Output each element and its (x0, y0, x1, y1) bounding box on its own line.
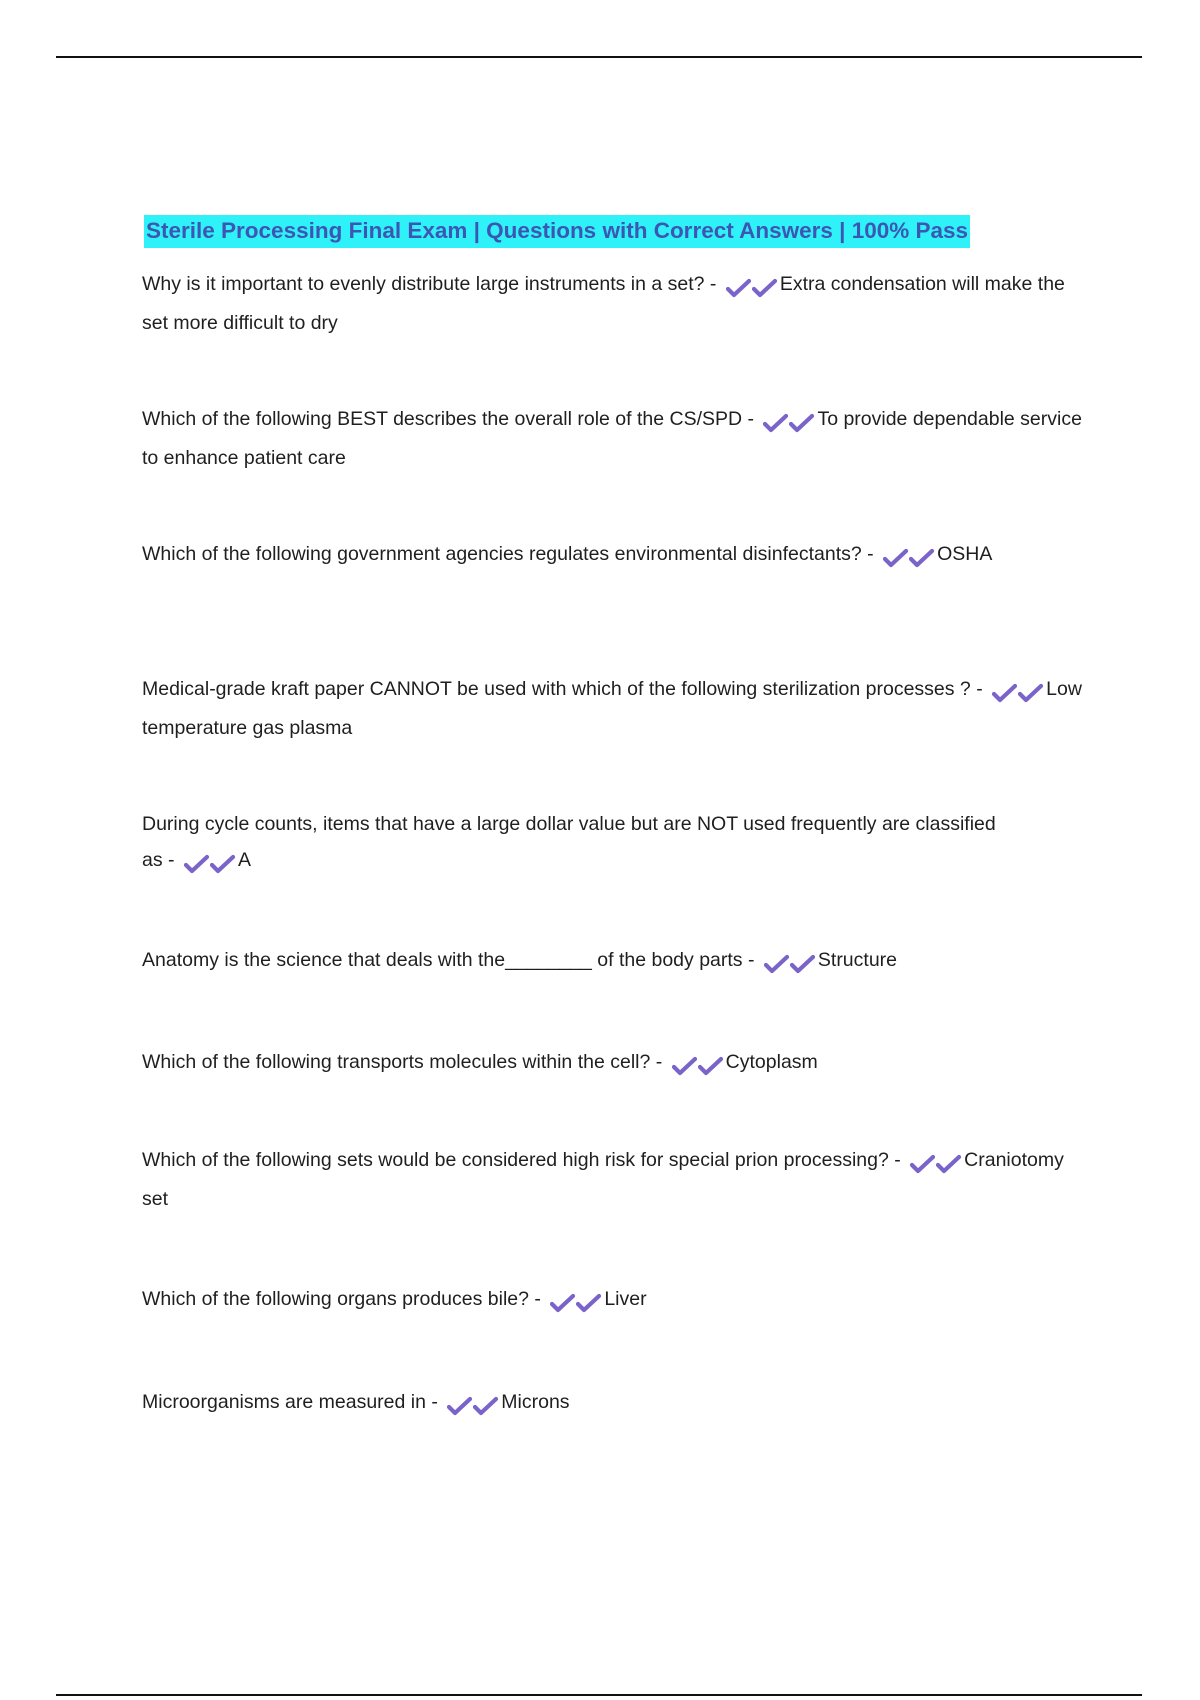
question-text: Which of the following government agencies regulates environmental disinfectants? - (142, 543, 874, 565)
double-checkmark-icon (672, 1047, 724, 1083)
qa-item (142, 1384, 1082, 1423)
answer-text: Microns (501, 1391, 570, 1413)
answer-text: A (237, 849, 251, 871)
answer-text: Structure (817, 949, 898, 971)
question-text: Which of the following sets would be considered high risk for special prion processing? - (142, 1149, 901, 1171)
double-checkmark-icon (883, 539, 935, 575)
question-text: Which of the following transports molecules within the cell? - (142, 1051, 663, 1073)
qa-item (142, 401, 1082, 476)
qa-item (142, 1044, 1082, 1083)
double-checkmark-icon (726, 269, 778, 305)
top-rule (56, 56, 1142, 58)
question-text: Which of the following BEST describes the overall role of the CS/SPD - (142, 408, 755, 430)
answer-text: To provide dependable service to enhance patient care (142, 408, 1082, 469)
question-text: Why is it important to evenly distribute large instruments in a set? - (142, 273, 717, 295)
answer-text: Craniotomy set (142, 1149, 1064, 1210)
bottom-rule (56, 1694, 1142, 1696)
answer-text: OSHA (937, 543, 993, 565)
answer-text: Liver (604, 1288, 647, 1310)
qa-item (142, 942, 1082, 981)
question-text: Anatomy is the science that deals with the________ of the body parts - (142, 949, 755, 971)
answer-text: Low temperature gas plasma (142, 678, 1082, 739)
double-checkmark-icon (447, 1387, 499, 1423)
qa-item (142, 671, 1082, 746)
double-checkmark-icon (550, 1284, 602, 1320)
qa-item (142, 806, 1002, 881)
double-checkmark-icon (992, 674, 1044, 710)
answer-text: Extra condensation will make the set more difficult to dry (142, 273, 1065, 334)
double-checkmark-icon (763, 404, 815, 440)
page-title (142, 214, 972, 250)
double-checkmark-icon (764, 945, 816, 981)
question-text: Which of the following organs produces bile? - (142, 1288, 541, 1310)
double-checkmark-icon (910, 1145, 962, 1181)
double-checkmark-icon (184, 845, 236, 881)
qa-item (142, 1142, 1082, 1217)
answer-text: Cytoplasm (725, 1051, 818, 1073)
question-text: Medical-grade kraft paper CANNOT be used with which of the following sterilization processes ? - (142, 678, 983, 700)
qa-item (142, 266, 1082, 341)
title-highlight: Sterile Processing Final Exam | Questions with Correct Answers | 100% Pass (144, 215, 970, 248)
qa-item (142, 536, 1082, 575)
question-text: Microorganisms are measured in - (142, 1391, 438, 1413)
question-text: During cycle counts, items that have a large dollar value but are NOT used frequently are classified as - (142, 813, 996, 871)
qa-item (142, 1281, 1082, 1320)
